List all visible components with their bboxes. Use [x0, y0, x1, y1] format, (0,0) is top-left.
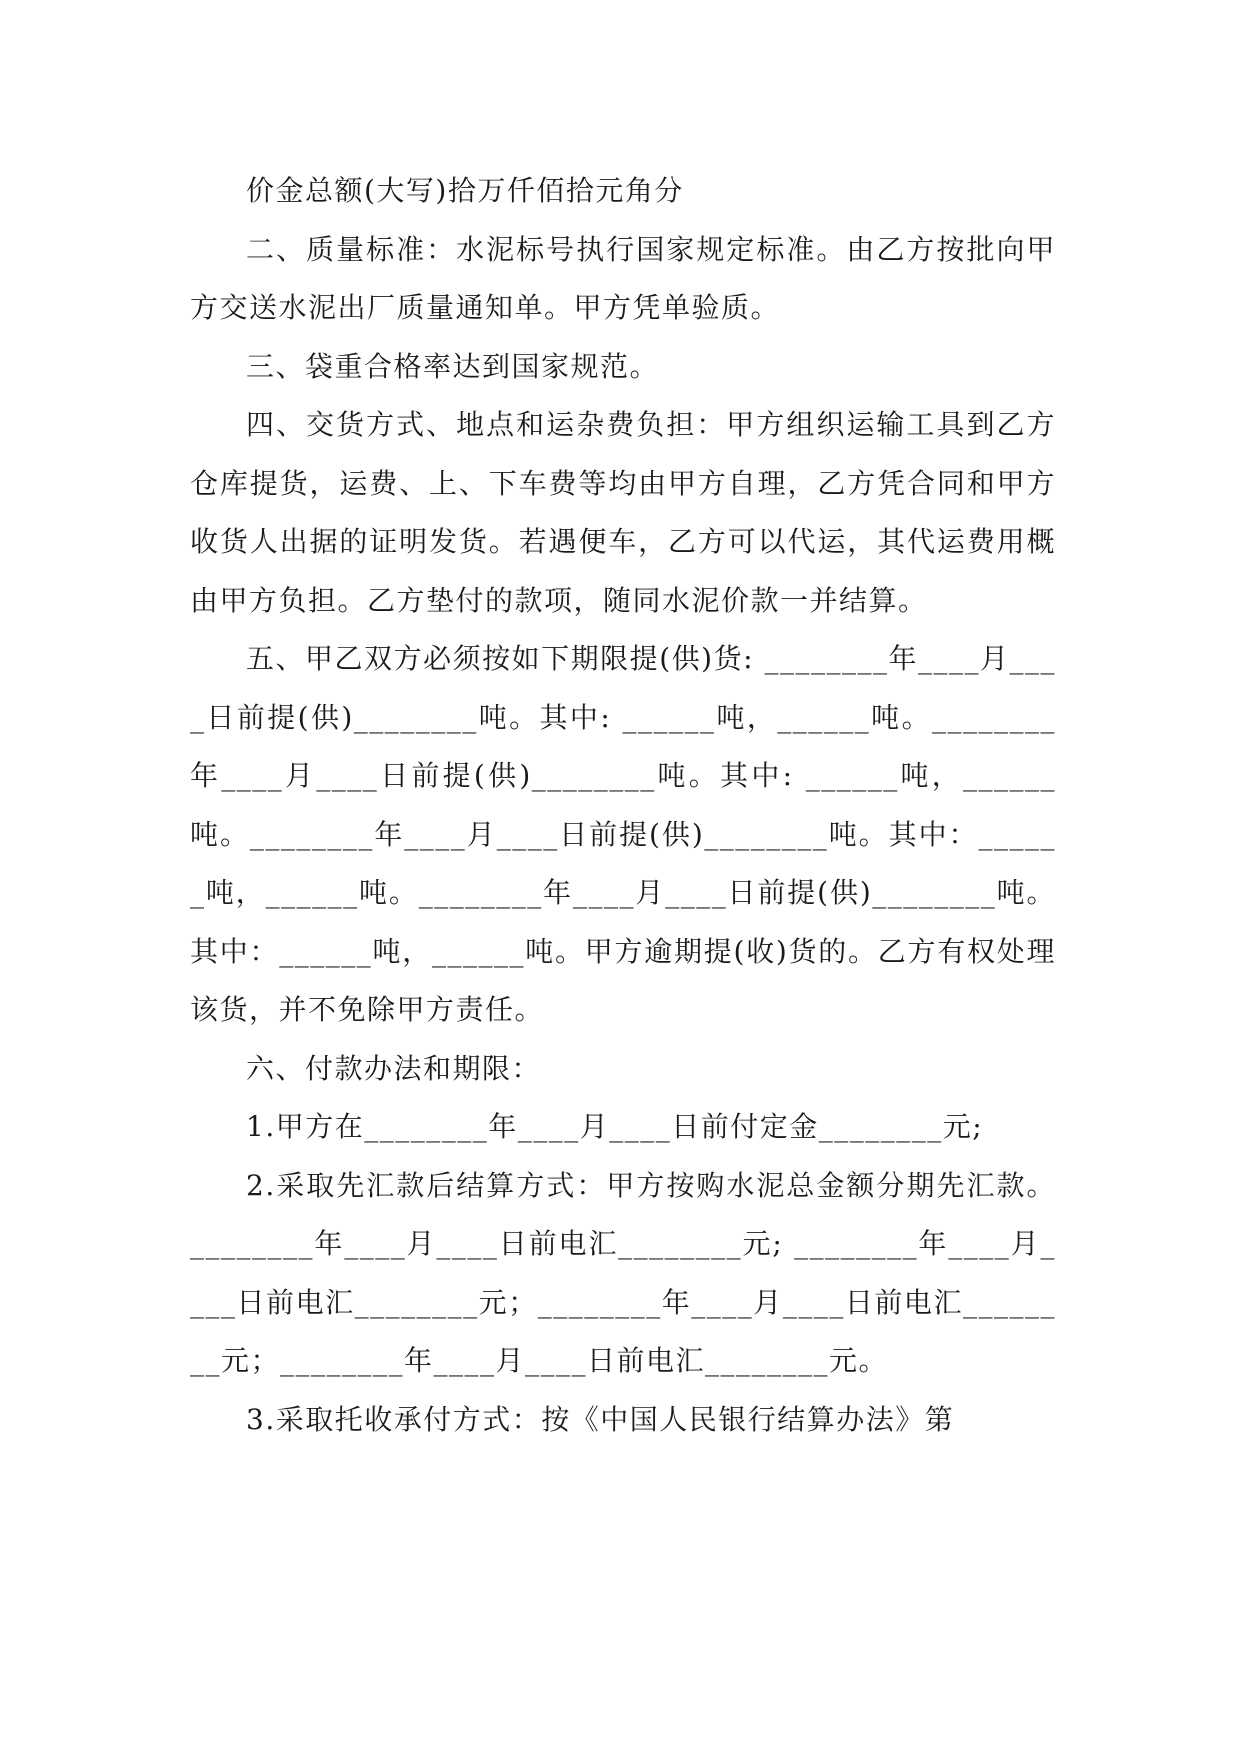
paragraph-payment-remittance: 2.采取先汇款后结算方式：甲方按购水泥总金额分期先汇款。________年____月____日前电汇________元; ________年____月____日前电汇________元；________年____月____日前电汇________元；________年____月____日前电汇________元。 [190, 1168, 1056, 1377]
paragraph-payment-heading: 六、付款办法和期限： [246, 1051, 542, 1085]
paragraph-quality-standard: 二、质量标准：水泥标号执行国家规定标准。由乙方按批向甲方交送水泥出厂质量通知单。甲方凭单验质。 [190, 232, 1056, 324]
paragraph-bag-weight: 三、袋重合格率达到国家规范。 [246, 349, 660, 383]
paragraph-delivery-schedule: 五、甲乙双方必须按如下期限提(供)货: ________年____月____日前提(供)________吨。其中: ______吨，______吨。________年____月____日前提(供)________吨。其中: ______吨，______吨。________年____月____日前提(供)________吨。其中：______吨，______吨。________年____月____日前提(供)________吨。其中：______吨，______吨。甲方逾期提(收)货的。乙方有权处理该货，并不免除甲方责任。 [190, 642, 1056, 1026]
paragraph-payment-collection: 3.采取托收承付方式：按《中国人民银行结算办法》第 [246, 1402, 955, 1436]
document-page [190, 162, 1056, 1449]
paragraph-payment-deposit: 1.甲方在________年____月____日前付定金________元; [246, 1110, 984, 1143]
paragraph-delivery-method: 四、交货方式、地点和运杂费负担：甲方组织运输工具到乙方仓库提货，运费、上、下车费等均由甲方自理，乙方凭合同和甲方收货人出据的证明发货。若遇便车，乙方可以代运，其代运费用概由甲方负担。乙方垫付的款项，随同水泥价款一并结算。 [190, 408, 1056, 617]
paragraph-price-total: 价金总额(大写)拾万仟佰拾元角分 [246, 174, 684, 207]
